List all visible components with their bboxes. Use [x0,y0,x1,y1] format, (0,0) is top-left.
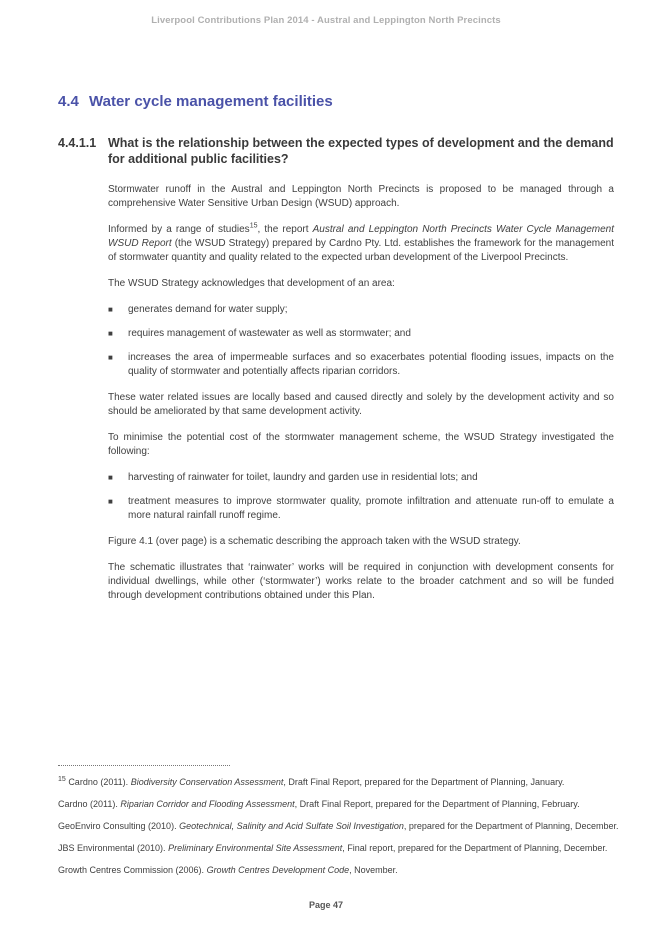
studies-text-b: , the report [257,224,313,235]
footnote-item: Cardno (2011). Riparian Corridor and Flooding Assessment, Draft Final Report, prepared for the Department of Planning, February. [58,799,580,809]
bullet-icon: ■ [108,305,113,314]
bullet-icon: ■ [108,497,113,506]
section-number: 4.4 [58,93,79,110]
paragraph-studies [108,223,614,265]
footnote-ref-15[interactable]: 15 [249,222,258,230]
footnote-item: Growth Centres Commission (2006). Growth Centres Development Code, November. [58,865,398,875]
list-item-text: requires management of wastewater as well as stormwater; and [128,328,411,339]
section-title [58,93,333,110]
footnote-separator [58,765,230,766]
studies-text-c: (the WSUD Strategy) prepared by Cardno Pty. Ltd. establishes the framework for the management of stormwater quantity and quality related to the expected urban development of the Liverpool Precincts. [108,238,614,263]
page-number: Page 47 [308,900,344,910]
bullet-list-investigated [108,471,614,523]
bullet-icon: ■ [108,329,113,338]
subsection-title: What is the relationship between the expected types of development and the demand for additional public facilities? [108,136,614,166]
footnote-number: 15 [58,776,66,783]
list-item-text: harvesting of rainwater for toilet, laundry and garden use in residential lots; and [128,472,478,483]
body-text [108,183,614,615]
studies-text-a: Informed by a range of studies [108,224,250,235]
list-item [108,495,614,523]
footnote-item: $^{15}$ Cardno (2011). Biodiversity Conservation Assessment, Draft Final Report, prepared for the Department of Planning, January. [58,776,565,787]
bullet-icon: ■ [108,473,113,482]
list-item [108,471,614,485]
paragraph-intro: Stormwater runoff in the Austral and Leppington North Precincts is proposed to be managed through a comprehensive Water Sensitive Urban Design (WSUD) approach. [108,184,614,209]
list-item-text: increases the area of impermeable surfaces and so exacerbates potential flooding issues, impacts on the quality of stormwater and potentially affects riparian corridors. [128,352,614,377]
list-item [108,351,614,379]
subsection-heading [58,135,618,167]
footnotes [58,777,618,887]
list-item [108,303,614,317]
bullet-list-development [108,303,614,379]
paragraph-minimise-cost: To minimise the potential cost of the stormwater management scheme, the WSUD Strategy investigated the following: [108,432,614,457]
paragraph-acknowledges: The WSUD Strategy acknowledges that development of an area: [108,278,395,289]
footnote-item: GeoEnviro Consulting (2010). Geotechnical, Salinity and Acid Sulfate Soil Investigation, prepared for the Department of Planning, December. [58,821,619,831]
subsection-number: 4.4.1.1 [58,136,97,150]
list-item-text: treatment measures to improve stormwater quality, promote infiltration and attenuate run-off to emulate a more natural rainfall runoff regime. [128,496,614,521]
paragraph-schematic: The schematic illustrates that ‘rainwater’ works will be required in conjunction with development consents for individual dwellings, while other (‘stormwater’) works relate to the broader catchment and so will be funded through development contributions obtained under this Plan. [108,562,614,601]
list-item [108,327,614,341]
footnote-item: JBS Environmental (2010). Preliminary Environmental Site Assessment, Final report, prepared for the Department of Planning, December. [58,843,608,853]
section-title-text: Water cycle management facilities [89,93,333,110]
running-header: Liverpool Contributions Plan 2014 - Austral and Leppington North Precincts [151,15,501,26]
paragraph-local-issues: These water related issues are locally based and caused directly and solely by the development activity and so should be ameliorated by that same development activity. [108,392,614,417]
paragraph-figure-reference: Figure 4.1 (over page) is a schematic describing the approach taken with the WSUD strategy. [108,536,521,547]
list-item-text: generates demand for water supply; [128,304,288,315]
bullet-icon: ■ [108,353,113,362]
report-title: Austral and Leppington North Precincts Water Cycle Management WSUD Report [108,224,615,249]
